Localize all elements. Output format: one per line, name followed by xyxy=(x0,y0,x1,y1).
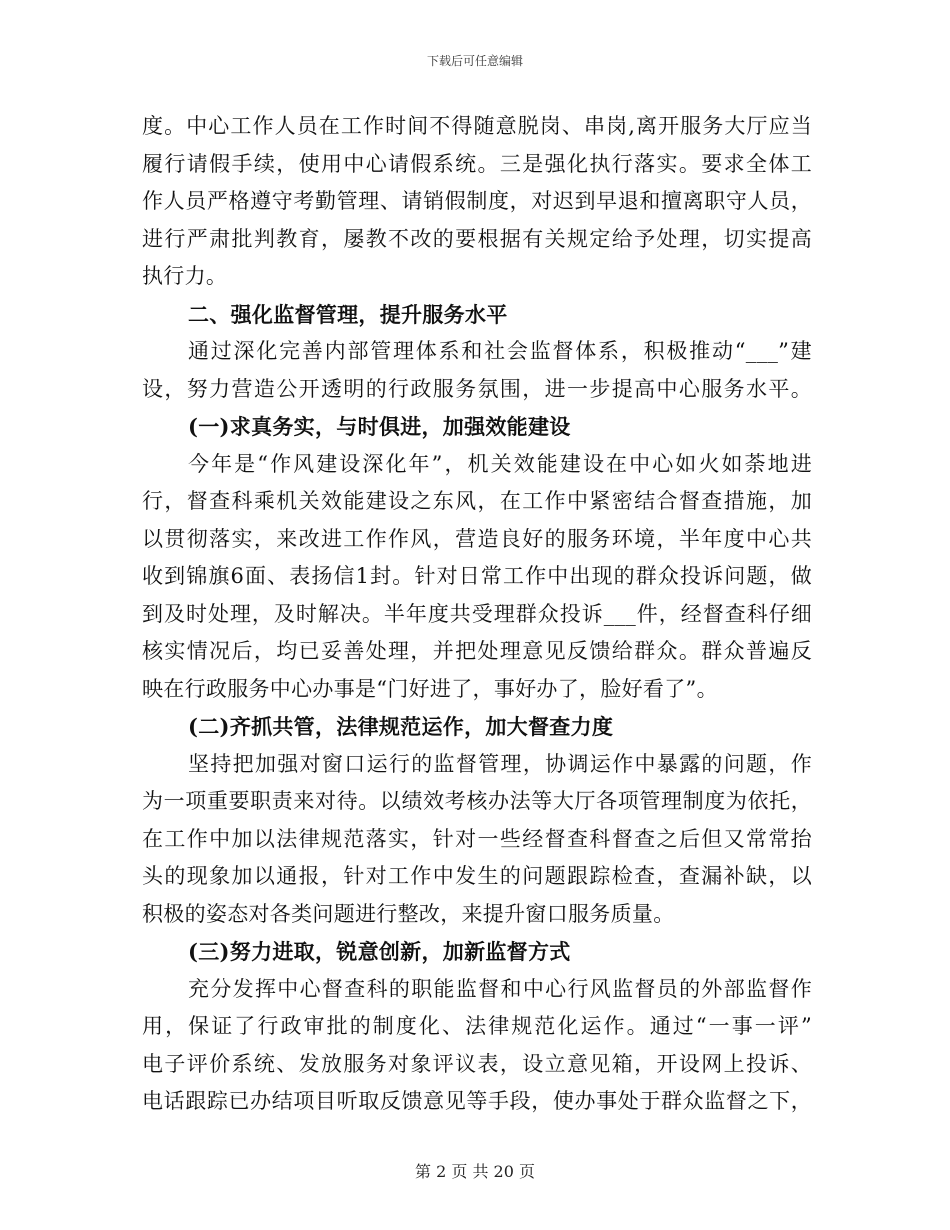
paragraph-line: 为一项重要职责来对待。以绩效考核办法等大厅各项管理制度为依托， xyxy=(142,789,812,813)
paragraph-line: 电话跟踪已办结项目听取反馈意见等手段，使办事处于群众监督之下， xyxy=(142,1089,812,1113)
paragraph-line: 进行严肃批判教育，屡教不改的要根据有关规定给予处理，切实提高 xyxy=(142,226,812,251)
paragraph-line: 今年是“作风建设深化年”，机关效能建设在中心如火如荼地进 xyxy=(188,451,812,476)
paragraph-line: 到及时处理，及时解决。半年度共受理群众投诉___件，经督查科仔细 xyxy=(142,601,812,626)
paragraph-line: 积极的姿态对各类问题进行整改，来提升窗口服务质量。 xyxy=(142,901,675,926)
paragraph-line: 核实情况后，均已妥善处理，并把处理意见反馈给群众。群众普遍反 xyxy=(142,639,812,663)
paragraph-line: 行，督查科乘机关效能建设之东风，在工作中紧密结合督查措施，加 xyxy=(142,489,812,513)
paragraph-line: 用，保证了行政审批的制度化、法律规范化运作。通过“一事一评” xyxy=(142,1014,812,1038)
paragraph-line: 执行力。 xyxy=(142,264,228,288)
paragraph-line: 头的现象加以通报，针对工作中发生的问题跟踪检查，查漏补缺，以 xyxy=(142,864,812,888)
paragraph-line: 收到锦旗6面、表扬信1封。针对日常工作中出现的群众投诉问题，做 xyxy=(142,564,812,588)
paragraph-line: 作人员严格遵守考勤管理、请销假制度，对迟到早退和擅离职守人员， xyxy=(142,189,812,213)
section-heading: (三)努力进取，锐意创新，加新监督方式 xyxy=(188,939,571,964)
section-heading: (二)齐抓共管，法律规范运作，加大督查力度 xyxy=(188,714,614,739)
paragraph-line: 通过深化完善内部管理体系和社会监督体系，积极推动“___”建 xyxy=(188,339,812,363)
section-heading: 二、强化监督管理，提升服务水平 xyxy=(188,301,508,327)
paragraph-line: 充分发挥中心督查科的职能监督和中心行风监督员的外部监督作 xyxy=(188,976,812,1001)
page-header-note: 下载后可任意编辑 xyxy=(426,54,523,68)
page-number-footer: 第 2 页 共 20 页 xyxy=(415,1162,535,1181)
paragraph-line: 以贯彻落实，来改进工作作风，营造良好的服务环境，半年度中心共 xyxy=(142,526,812,551)
paragraph-line: 映在行政服务中心办事是“门好进了，事好办了，脸好看了”。 xyxy=(142,676,718,701)
paragraph-line: 履行请假手续，使用中心请假系统。三是强化执行落实。要求全体工 xyxy=(142,151,812,176)
paragraph-line: 度。中心工作人员在工作时间不得随意脱岗、串岗,离开服务大厅应当 xyxy=(142,114,812,138)
paragraph-line: 坚持把加强对窗口运行的监督管理，协调运作中暴露的问题，作 xyxy=(188,751,812,776)
paragraph-line: 电子评价系统、发放服务对象评议表，设立意见箱，开设网上投诉、 xyxy=(142,1051,812,1076)
paragraph-line: 在工作中加以法律规范落实，针对一些经督查科督查之后但又常常抬 xyxy=(142,826,812,851)
section-heading: (一)求真务实，与时俱进，加强效能建设 xyxy=(188,414,571,439)
paragraph-line: 设，努力营造公开透明的行政服务氛围，进一步提高中心服务水平。 xyxy=(142,376,812,401)
document-body xyxy=(142,108,812,1121)
